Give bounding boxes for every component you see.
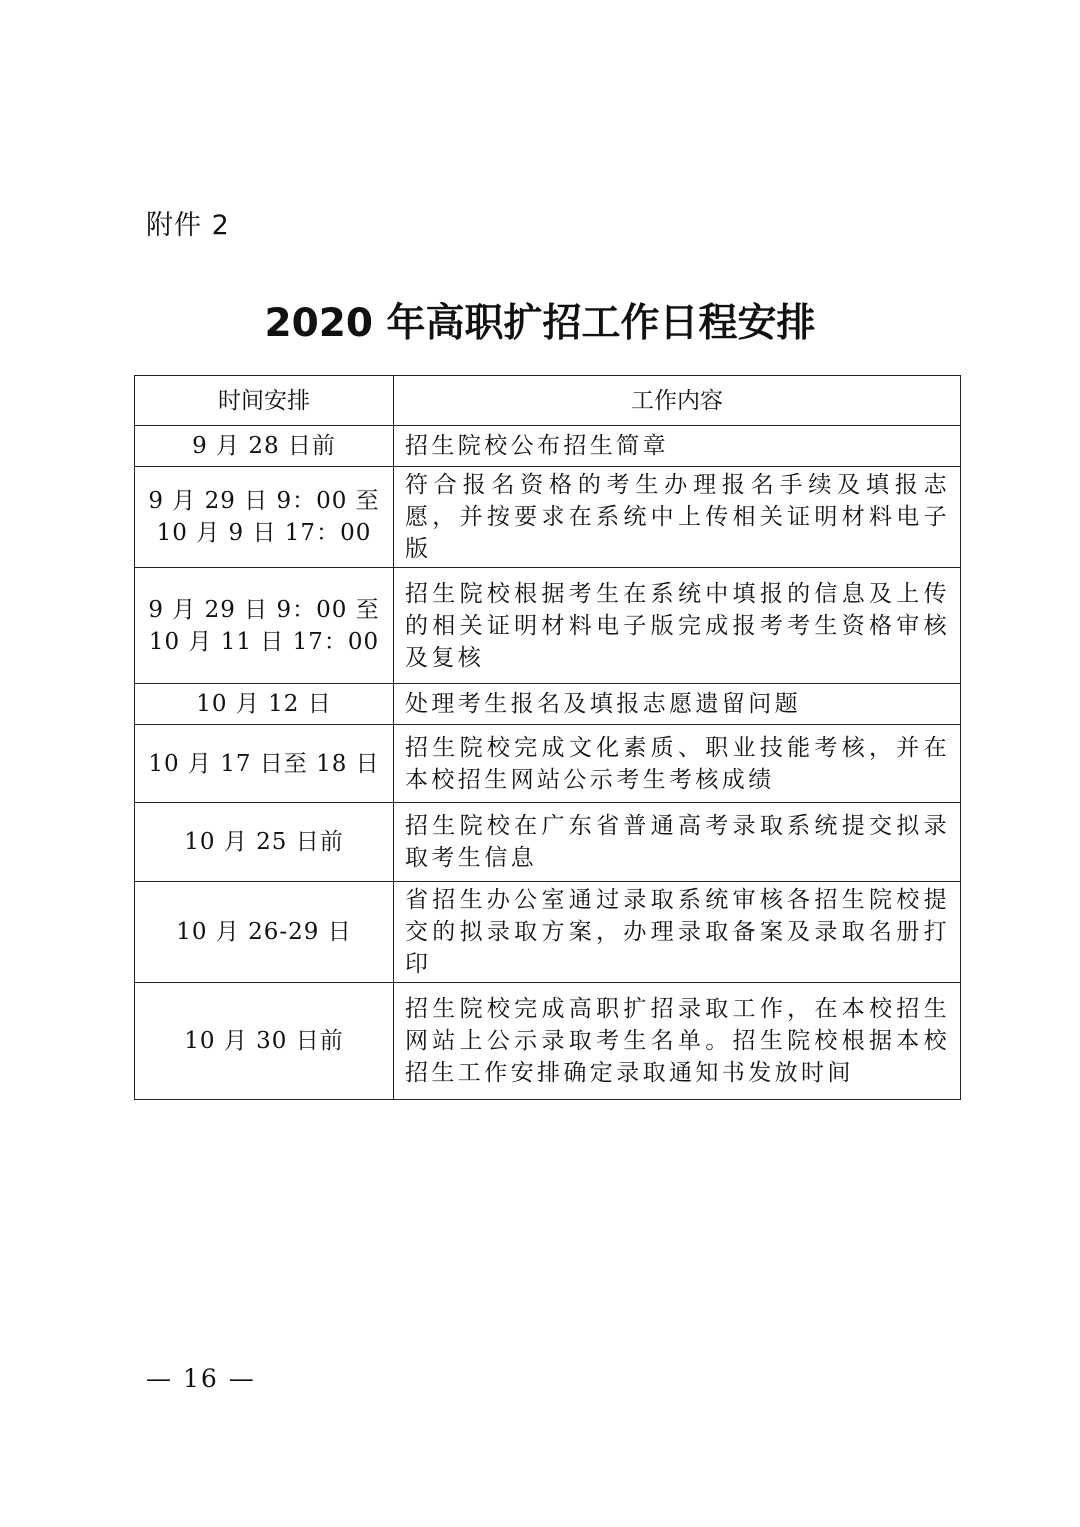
row-time: 10 月 25 日前 xyxy=(135,803,394,882)
row-content: 招生院校公布招生简章 xyxy=(394,426,961,467)
row-time: 9 月 29 日 9：00 至 10 月 9 日 17：00 xyxy=(135,467,394,568)
row-content: 招生院校在广东省普通高考录取系统提交拟录取考生信息 xyxy=(394,803,961,882)
table-row xyxy=(135,803,961,882)
table-row xyxy=(135,467,961,568)
row-content: 处理考生报名及填报志愿遗留问题 xyxy=(394,684,961,725)
row-content: 招生院校根据考生在系统中填报的信息及上传的相关证明材料电子版完成报考考生资格审核及复核 xyxy=(394,568,961,684)
row-time: 10 月 30 日前 xyxy=(135,983,394,1100)
table-row xyxy=(135,882,961,983)
table-row xyxy=(135,426,961,467)
page-number: — 16 — xyxy=(146,1364,256,1393)
table-row xyxy=(135,684,961,725)
schedule-table xyxy=(134,375,961,1100)
table-row xyxy=(135,568,961,684)
row-content: 符合报名资格的考生办理报名手续及填报志愿，并按要求在系统中上传相关证明材料电子版 xyxy=(394,467,961,568)
table-row xyxy=(135,725,961,803)
table-header-row xyxy=(135,376,961,426)
row-time: 10 月 17 日至 18 日 xyxy=(135,725,394,803)
row-content: 省招生办公室通过录取系统审核各招生院校提交的拟录取方案，办理录取备案及录取名册打印 xyxy=(394,882,961,983)
header-time: 时间安排 xyxy=(135,376,394,426)
table-row xyxy=(135,983,961,1100)
row-time: 9 月 28 日前 xyxy=(135,426,394,467)
document-title: 2020 年高职扩招工作日程安排 xyxy=(264,301,816,346)
row-time: 9 月 29 日 9：00 至 10 月 11 日 17：00 xyxy=(135,568,394,684)
row-content: 招生院校完成高职扩招录取工作，在本校招生网站上公示录取考生名单。招生院校根据本校招生工作安排确定录取通知书发放时间 xyxy=(394,983,961,1100)
attachment-label: 附件 2 xyxy=(146,210,230,241)
row-time: 10 月 12 日 xyxy=(135,684,394,725)
row-time: 10 月 26-29 日 xyxy=(135,882,394,983)
header-content: 工作内容 xyxy=(394,376,961,426)
row-content: 招生院校完成文化素质、职业技能考核，并在本校招生网站公示考生考核成绩 xyxy=(394,725,961,803)
